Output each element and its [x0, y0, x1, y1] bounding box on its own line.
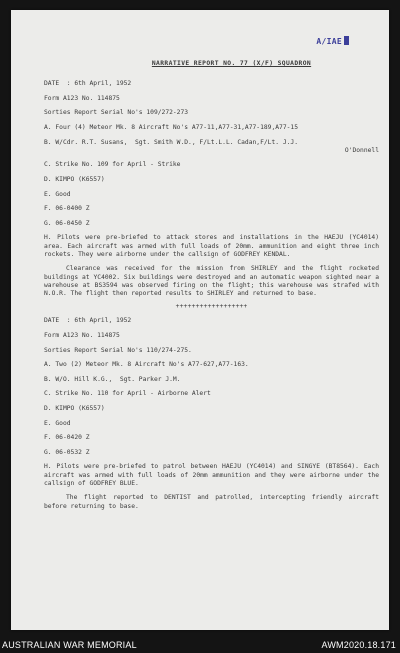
archive-footer [0, 638, 400, 653]
document-page [11, 10, 389, 630]
archive-stamp [316, 36, 349, 46]
section-separator: ++++++++++++++++++ [175, 303, 248, 311]
entry2-sorties: Sorties Report Serial No's 110/274-275. [44, 346, 192, 354]
entry2-item-h: H. Pilots were pre-briefed to patrol between HAEJU (YC4014) and SINGYE (BT8564). Each aircraft was armed with full loads of 20mm ammunition and they were airborne under the callsign of GODFREY BLUE. [44, 463, 379, 487]
entry2-item-g: G. 06-0532 Z [44, 448, 90, 456]
entry1-item-e: E. Good [44, 190, 71, 198]
entry1-item-b-cont: O'Donnell [344, 146, 379, 154]
entry1-item-g: G. 06-0450 Z [44, 219, 90, 227]
report-title: NARRATIVE REPORT NO. 77 (X/F) SQUADRON [151, 60, 312, 67]
entry1-item-a: A. Four (4) Meteor Mk. 8 Aircraft No's A77-11,A77-31,A77-189,A77-15 [44, 123, 299, 131]
entry2-item-d: D. KIMPO (K6557) [44, 404, 105, 412]
entry1-item-d: D. KIMPO (K6557) [44, 175, 105, 183]
entry1-item-h: H. Pilots were pre-briefed to attack stores and installations in the HAEJU (YC4014) area. Each aircraft was armed with full loads of 20mm. ammunition and eight three inch rockets. They were airborne under the callsign of GODFREY KENDAL. [44, 234, 379, 258]
entry1-item-f: F. 06-0400 Z [44, 205, 90, 213]
entry1-narrative: Clearance was received for the mission from SHIRLEY and the flight rocketed buildings at YC4002. Six buildings were destroyed and an automatic weapon sighted near a warehouse at BS3594 was observed firing on the flight; this warehouse was strafed with N.O.R. The flight then reported results to SHIRLEY and returned to base. [44, 265, 379, 297]
entry2-item-e: E. Good [44, 419, 71, 427]
entry1-sorties: Sorties Report Serial No's 109/272-273 [44, 109, 189, 117]
footer-accession-number: AWM2020.18.171 [321, 640, 396, 650]
entry1-form: Form A123 No. 114875 [44, 94, 120, 102]
entry2-form: Form A123 No. 114875 [44, 331, 120, 339]
entry1-item-b: B. W/Cdr. R.T. Susans, Sgt. Smith W.D., F/Lt.L.L. Cadan,F/Lt. J.J. [44, 138, 299, 146]
entry2-item-f: F. 06-0420 Z [44, 434, 90, 442]
entry2-item-c: C. Strike No. 110 for April - Airborne Alert [44, 390, 211, 398]
report-body [44, 60, 379, 511]
entry1-date: DATE : 6th April, 1952 [44, 80, 132, 88]
stamp-mark-icon [344, 36, 349, 45]
footer-institution: AUSTRALIAN WAR MEMORIAL [2, 640, 137, 650]
entry2-item-a: A. Two (2) Meteor Mk. 8 Aircraft No's A77-627,A77-163. [44, 361, 249, 369]
entry2-date: DATE : 6th April, 1952 [44, 317, 132, 325]
entry2-item-b: B. W/O. Hill K.G., Sgt. Parker J.M. [44, 375, 181, 383]
entry2-narrative: The flight reported to DENTIST and patrolled, intercepting friendly aircraft before returning to base. [44, 494, 379, 510]
entry1-item-c: C. Strike No. 109 for April - Strike [44, 161, 181, 169]
archive-stamp-text: A/IAE [316, 37, 342, 46]
